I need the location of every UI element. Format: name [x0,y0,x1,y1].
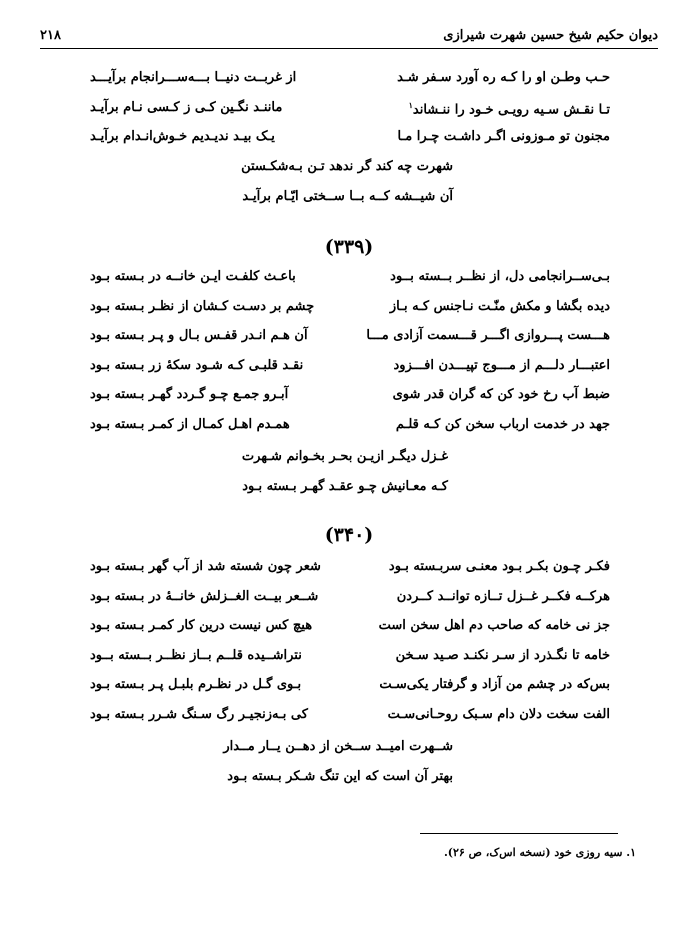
hemistich-first: بـی‌ســرانجامی دل، از نظــر بــسته بــود [390,269,610,284]
couplet [90,559,610,589]
poem-340-final [0,739,698,798]
final-line-second: کـه معـانیش چـو عقـد گهـر بـسته بـود [242,478,448,494]
hemistich-first: هرکــه فکــر غــزل تــازه توانــد کــردن [396,588,610,604]
poem-340-couplets [90,559,610,737]
header-rule [40,48,658,49]
hemistich-second: چشم بر دسـت کـشان از نظـر بـسته بـود [90,298,315,314]
hemistich-second: بـوی گـل در نظـرم بلبـل پـر بـسته بـود [90,677,302,693]
couplet [90,648,610,678]
footnote-marker: ۱ [408,99,413,110]
couplet [90,299,610,329]
couplet [90,417,610,447]
couplet [90,677,610,707]
final-line-first: غـزل دیگـر ازیـن بحـر بخـوانم شـهرت [241,449,448,464]
final-line-first: شــهرت امیــد ســخن از دهــن یــار مــدار [223,739,453,754]
hemistich-second: کی بـه‌زنجیـر رگ سـنگ شـرر بـسته بـود [90,706,308,722]
final-line-first: شهرت چه کند گر ندهد تـن بـه‌شکـستن [241,159,453,174]
poem-number-339: (۳۳۹) [324,236,374,258]
hemistich-first: دیده بگشا و مکش منّـت نـاجنس کـه بـاز [389,298,610,314]
running-header [40,28,658,48]
book-title: دیوان حکیم شیخ حسین شهرت شیرازی [443,28,658,43]
couplet [90,358,610,388]
poem-339-final [0,449,698,508]
hemistich-first: حـب وطـن او را کـه ره آورد سـفر شـد [397,70,610,85]
couplet [90,129,610,159]
couplet [90,100,610,130]
hemistich-first: بس‌که در چشم من آزاد و گرفتار یکی‌سـت [379,677,610,693]
couplet [90,707,610,737]
hemistich-first [409,100,610,117]
hemistich-second: شــعر بیــت الغــزلش خانــهٔ در بـسته بـود [90,588,319,604]
hemistich-first: هـــست پـــروازی اگـــر قـــسمت آزادی مـــا [366,328,610,344]
hemistich-second: آن هـم انـدر قفـس بـال و پـر بـسته بـود [90,328,308,344]
hemistich-second: نتراشــیده قلــم بــاز نظــر بــسته بــود [90,647,302,663]
hemistich-second: یـک بیـد ندیـدیم خـوش‌انـدام برآیـد [90,129,275,145]
couplet [90,328,610,358]
page-number: ۲۱۸ [40,28,61,43]
footnote: ۱. سیه روزی خود (نسخه اس‌ک، ص ۲۶). [443,846,636,859]
couplet [90,589,610,619]
hemistich-text: تـا نقـش سـیه رویـی خـود را ننـشاند [412,101,610,117]
hemistich-second: همـدم اهـل کمـال از کمـر بـسته بـود [90,416,290,432]
poem-prev-final [0,159,698,218]
couplet [90,269,610,299]
hemistich-second: هیچ کس نیست درین کار کمـر بـسته بـود [90,618,313,634]
couplet [90,618,610,648]
footnote-rule [420,833,618,834]
hemistich-first: ضبط آب رخ خود کن که گران قدر شوی [392,387,610,403]
hemistich-first: فکـر چـون بکـر بـود معنـی سربـسته بـود [388,559,610,574]
hemistich-second: باعـث کلفـت ایـن خانــه در بـسته بـود [90,269,296,284]
poem-prev-couplets [90,70,610,159]
hemistich-first: جهد در خدمت ارباب سخن کن کـه قلـم [395,416,610,432]
final-line-second: آن شیــشه کــه بــا ســختی ایّـام برآیـد [242,188,453,204]
poem-number-340: (۳۴۰) [324,524,374,546]
hemistich-first: الفت سخت دلان دام سـبک روحـانی‌سـت [387,706,610,722]
hemistich-second: آبـرو جمـع چـو گـردد گهـر بـسته بـود [90,387,289,403]
final-line-second: بهتر آن است که این تنگ شـکر بـسته بـود [227,768,453,784]
couplet [90,70,610,100]
hemistich-second: ماننـد نگـین کـی ز کـسی نـام برآیـد [90,99,283,115]
hemistich-first: مجنون تو مـوزونی اگـر داشـت چـرا مـا [397,129,610,145]
couplet [90,387,610,417]
hemistich-second: نقـد قلبـی کـه شـود سکهٔ زر بـسته بـود [90,357,304,373]
poem-339-couplets [90,269,610,447]
hemistich-second: از غربــت دنیــا بـــه‌ســـرانجام برآیـــد [90,70,297,85]
hemistich-first: اعتبـــار دلـــم از مـــوج تپیـــدن افـــزود [393,357,610,373]
hemistich-first: خامه تا نگـذرد از سـر نکنـد صـید سـخن [395,647,610,663]
hemistich-second: شعر چون شسته شد از آب گهر بـسته بـود [90,559,321,574]
hemistich-first: جز نی خامه که صاحب دم اهل سخن است [378,618,610,634]
